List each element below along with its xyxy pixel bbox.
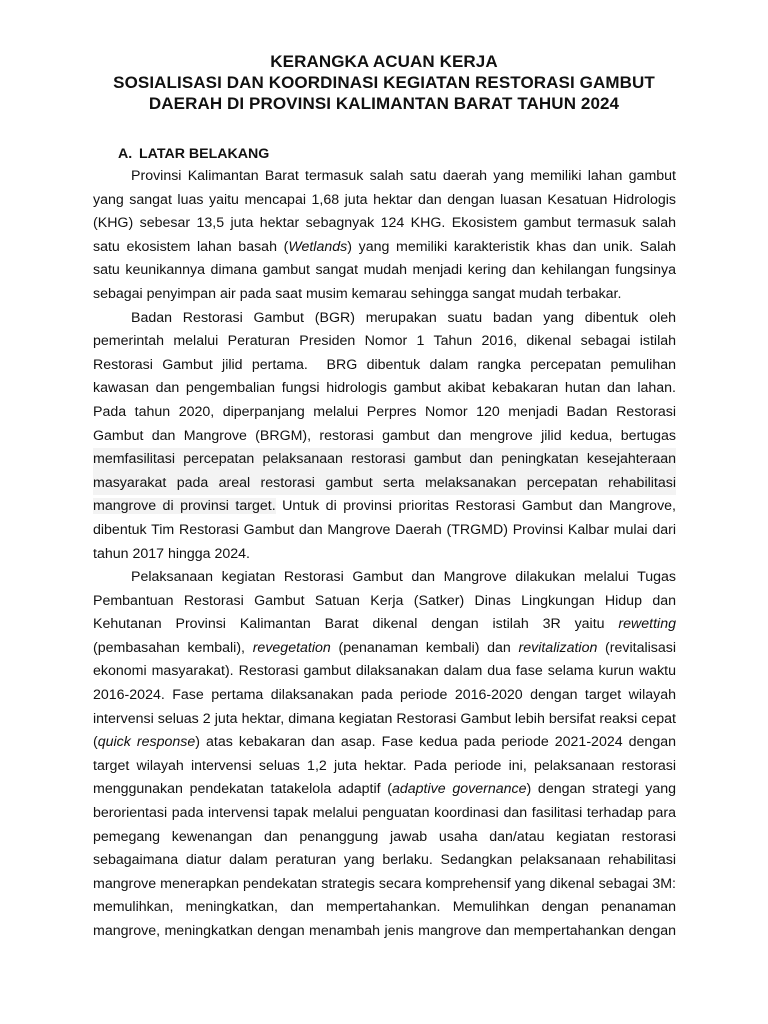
title-line-3: DAERAH DI PROVINSI KALIMANTAN BARAT TAHUN 2024 (148, 94, 620, 113)
paragraph-line: Badan Restorasi Gambut (BGR) merupakan suatu badan yang dibentuk oleh (131, 309, 676, 326)
paragraph-line: sebagai penyimpan air pada saat musim kemarau sehingga sangat mudah terbakar. (93, 285, 622, 302)
paragraph-line: Pembantuan Restorasi Gambut Satuan Kerja (Satker) Dinas Lingkungan Hidup dan (93, 592, 676, 609)
text-run: (revitalisasi (597, 639, 676, 656)
italic-term: adaptive governance (392, 781, 527, 798)
paragraph-line: Provinsi Kalimantan Barat termasuk salah satu daerah yang memiliki lahan gambut (131, 168, 676, 184)
text-run: ( (93, 734, 98, 751)
paragraph-line-highlighted: masyarakat pada areal restorasi gambut serta melaksanakan percepatan rehabilitasi (93, 472, 676, 496)
text-run: satu ekosistem lahan basah ( (93, 238, 289, 255)
paragraph-3 (93, 566, 676, 944)
paragraph-line: dibentuk Tim Restorasi Gambut dan Mangrove Daerah (TRGMD) Provinsi Kalbar mulai dari (93, 521, 676, 538)
paragraph-line: tahun 2017 hingga 2024. (93, 545, 250, 562)
paragraph-line: satu keunikannya dimana gambut sangat mudah menjadi kering dan kehilangan fungsinya (93, 262, 676, 279)
paragraph-line: ekonomi masyarakat). Restorasi gambut dilaksanakan dalam dua fase selama kurun waktu (93, 663, 676, 680)
text-run: Kehutanan Provinsi Kalimantan Barat dikenal dengan istilah 3R yaitu (93, 616, 619, 633)
section-heading-text: LATAR BELAKANG (139, 146, 270, 162)
paragraph-line: intervensi seluas 2 juta hektar, dimana kegiatan Restorasi Gambut lebih bersifat reaksi cepat (93, 710, 676, 727)
section-number: A. (118, 146, 133, 162)
highlighted-run: mangrove di provinsi target. (93, 498, 276, 515)
paragraph-line (93, 236, 676, 260)
paragraph-line: Gambut dan Mangrove (BRGM), restorasi gambut dan mengrove jilid kedua, bertugas (93, 427, 676, 444)
italic-term: rewetting (618, 616, 676, 633)
text-run: (penanaman kembali) dan (330, 639, 519, 656)
text-run: (pembasahan kembali), (93, 639, 253, 656)
paragraph-line (93, 495, 676, 519)
document-title (0, 51, 768, 114)
paragraph-line (93, 637, 676, 661)
paragraph-2 (93, 307, 676, 567)
title-line-1: KERANGKA ACUAN KERJA (270, 52, 498, 71)
paragraph-line: berorientasi pada intervensi tapak melalui penguatan koordinasi dan fasilitasi terhadap para (93, 805, 676, 822)
body-text (93, 165, 676, 944)
paragraph-line: target wilayah intervensi seluas 1,2 juta hektar. Pada periode ini, pelaksanaan restorasi (93, 757, 676, 774)
paragraph-1 (93, 165, 676, 307)
paragraph-line (93, 778, 676, 802)
paragraph-line: Restorasi Gambut jilid pertama. BRG dibentuk dalam rangka percepatan pemulihan (93, 356, 676, 373)
text-run: Untuk di provinsi prioritas Restorasi Gambut dan Mangrove, (275, 498, 676, 515)
paragraph-line: pemegang kewenangan dan penanggung jawab usaha dan/atau kegiatan restorasi (93, 828, 676, 845)
paragraph-line: sebagaimana diatur dalam peraturan yang berlaku. Sedangkan pelaksanaan rehabilitasi (93, 852, 676, 869)
paragraph-line: memulihkan, meningkatkan, dan mempertahankan. Memulihkan dengan penanaman (93, 899, 676, 916)
paragraph-line: yang sangat luas yaitu mencapai 1,68 juta hektar dan dengan luasan Kesatuan Hidrologis (93, 191, 676, 208)
paragraph-line (93, 613, 676, 637)
text-run: ) yang memiliki karakteristik khas dan unik. Salah (347, 238, 677, 255)
italic-term: Wetlands (288, 238, 348, 255)
paragraph-line: Pada tahun 2020, diperpanjang melalui Perpres Nomor 120 menjadi Badan Restorasi (93, 403, 676, 420)
text-run: ) dengan strategi yang (526, 781, 676, 798)
paragraph-line: kawasan dan pengembalian fungsi hidrologis gambut akibat kebakaran hutan dan lahan. (93, 380, 676, 397)
paragraph-line (93, 731, 676, 755)
paragraph-line: (KHG) sebesar 13,5 juta hektar sebagnyak 124 KHG. Ekosistem gambut termasuk salah (93, 215, 676, 232)
section-heading (118, 145, 269, 163)
italic-term: revegetation (252, 639, 331, 656)
text-run: menggunakan pendekatan tatakelola adaptif ( (93, 781, 392, 798)
paragraph-line: mangrove, meningkatkan dengan menambah jenis mangrove dan mempertahankan dengan (93, 923, 676, 939)
italic-term: revitalization (518, 639, 598, 656)
paragraph-line: 2016-2024. Fase pertama dilaksanakan pada periode 2016-2020 dengan target wilayah (93, 687, 676, 704)
paragraph-line: Pelaksanaan kegiatan Restorasi Gambut dan Mangrove dilakukan melalui Tugas (131, 569, 676, 586)
title-line-2: SOSIALISASI DAN KOORDINASI KEGIATAN RESTORASI GAMBUT (113, 73, 655, 92)
paragraph-line: pemerintah melalui Peraturan Presiden Nomor 1 Tahun 2016, dikenal sebagai istilah (93, 333, 676, 350)
text-run: ) atas kebakaran dan asap. Fase kedua pada periode 2021-2024 dengan (195, 734, 676, 751)
paragraph-line: mangrove menerapkan pendekatan strategis secara komprehensif yang dikenal sebagai 3M: (93, 875, 676, 892)
italic-term: quick response (97, 734, 196, 751)
paragraph-line-highlighted: memfasilitasi percepatan pelaksanaan restorasi gambut dan peningkatan kesejahteraan (93, 448, 676, 472)
